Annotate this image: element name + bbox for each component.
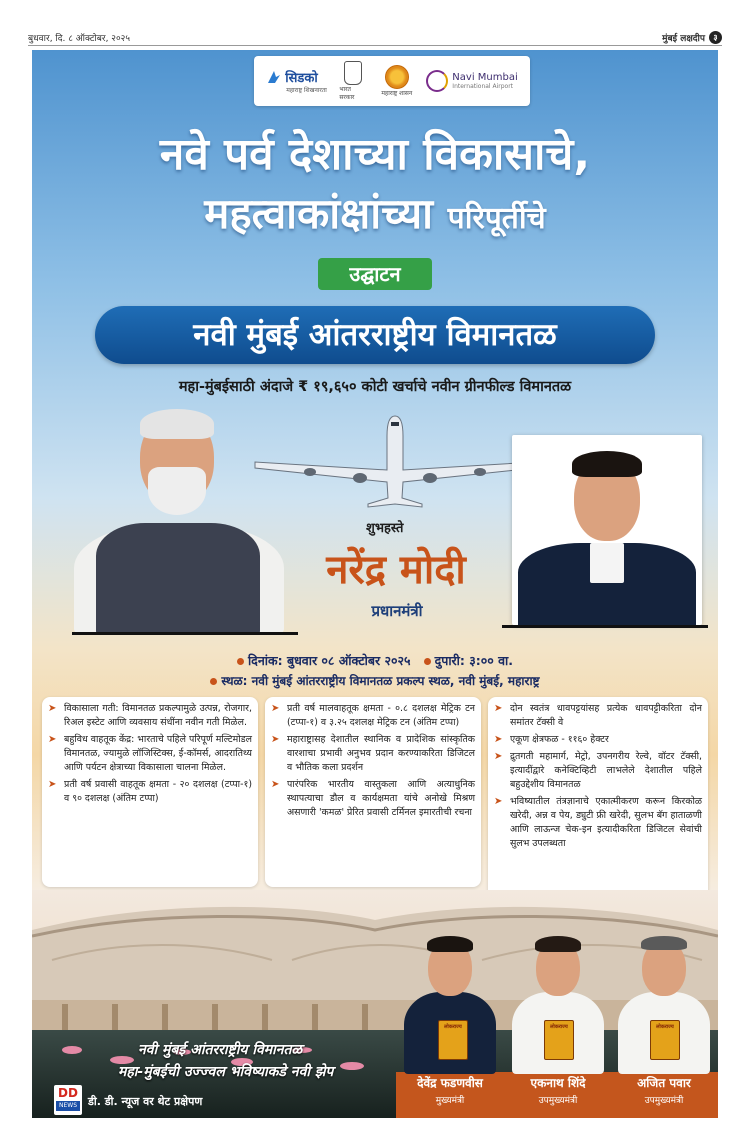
highlight-item: ➤ भविष्यातील तंत्रज्ञानाचे एकात्मीकरण करून किरकोळ खरेदी, अन्न व पेय, ड्युटी फ्री खरेदी, सुलभ बॅग हाताळणी आणि लाऊन्ज चेक-इन इत्यादीकरिता डिजिटल सेवांची सुलभ उपलब्धता bbox=[494, 796, 702, 849]
highlights-column-1 bbox=[42, 697, 258, 887]
broadcast-note: डी. डी. न्यूज वर थेट प्रक्षेपण bbox=[88, 1095, 203, 1108]
masthead-title: मुंबई लक्षदीप bbox=[662, 34, 705, 44]
arrow-icon: ➤ bbox=[494, 703, 503, 714]
leader-role: उपमुख्यमंत्री bbox=[538, 1096, 578, 1106]
highlight-item: ➤ एकूण क्षेत्रफळ - ११६० हेक्टर bbox=[494, 734, 609, 745]
state-seal bbox=[380, 65, 414, 97]
highlight-item: ➤ पारंपरिक भारतीय वास्तुकला आणि अत्याधुनिक स्थापत्याचा डौल व कार्यक्षमता यांचे अनोखे मिश्रण असणारी 'कमळ' प्रेरित प्रवासी टर्मिनल इमारतीची रचना bbox=[271, 779, 475, 818]
highlight-item: ➤ प्रती वर्ष मालवाहतूक क्षमता - ०.८ दशलक्ष मेट्रिक टन (टप्पा-१) व ३.२५ दशलक्ष मेट्रिक टन (अंतिम टप्पा) bbox=[271, 703, 475, 728]
seal-caption: महाराष्ट्र शासन bbox=[381, 90, 413, 97]
airport-title-banner: नवी मुंबई आंतरराष्ट्रीय विमानतळ bbox=[95, 306, 655, 364]
leaders-section bbox=[396, 936, 718, 1118]
newspaper-header bbox=[28, 30, 722, 46]
cidco-logo bbox=[266, 68, 327, 94]
highlights-column-3 bbox=[488, 697, 708, 902]
cm-portrait bbox=[512, 435, 702, 625]
leader-name: एकनाथ शिंदे bbox=[530, 1076, 586, 1090]
arrow-icon: ➤ bbox=[48, 734, 57, 745]
leader-card bbox=[398, 936, 502, 1118]
arrow-icon: ➤ bbox=[494, 751, 503, 762]
arrow-icon: ➤ bbox=[271, 734, 280, 745]
project-cost-subheading: महा-मुंबईसाठी अंदाजे ₹ १९,६५० कोटी खर्चाचे नवीन ग्रीनफील्ड विमानतळ bbox=[178, 379, 572, 395]
dd-logo-text: DD bbox=[58, 1086, 78, 1100]
national-emblem bbox=[339, 61, 367, 101]
highlight-item: ➤ द्रुतगती महामार्ग, मेट्रो, उपनगरीय रेल्वे, वॉटर टॅक्सी, इत्यादींद्वारे कनेक्टिव्हिटी लाभलेले देशातील पहिले बहुउद्देशीय विमानतळ bbox=[494, 751, 702, 790]
leader-card bbox=[506, 936, 610, 1118]
emblem-icon bbox=[344, 61, 362, 85]
pm-portrait bbox=[56, 405, 300, 635]
airport-brand-sub: International Airport bbox=[452, 83, 514, 90]
chief-guest-designation: प्रधानमंत्री bbox=[371, 602, 423, 620]
cidco-name: सिडको bbox=[285, 71, 318, 86]
event-date: दिनांक: बुधवार ०८ ऑक्टोबर २०२५ bbox=[247, 653, 411, 668]
tagline-line1: नवी मुंबई आंतरराष्ट्रीय विमानतळ bbox=[138, 1042, 303, 1058]
headline-line2-big: महत्वाकांक्षांच्या bbox=[204, 189, 434, 238]
cm-portrait-baseline bbox=[502, 625, 708, 628]
event-datetime bbox=[32, 652, 718, 669]
highlight-item: ➤ प्रती वर्ष प्रवासी वाहतूक क्षमता - २० दशलक्ष (टप्पा-१) व ९० दशलक्ष (अंतिम टप्पा) bbox=[48, 779, 252, 804]
masthead bbox=[662, 31, 722, 44]
emblem-caption: भारत सरकार bbox=[339, 86, 355, 101]
headline-line2-small: परिपूर्तीचे bbox=[447, 201, 546, 236]
dd-news-logo bbox=[54, 1085, 82, 1115]
cidco-tagline: महाराष्ट्र शिखनारता bbox=[286, 87, 327, 94]
highlight-item: ➤ बहुविध वाहतूक केंद्र: भारताचे पहिले परिपूर्ण मल्टिमोडल विमानतळ, ज्यामुळे लॉजिस्टिक्स, ई-कॉमर्स, आदरातिथ्य आणि पर्यटन क्षेत्राच्या विकासाला चालना मिळेल. bbox=[48, 734, 252, 773]
cidco-mark-icon bbox=[266, 69, 282, 85]
event-time: दुपारी: ३:०० वा. bbox=[434, 653, 514, 668]
chief-guest-name: नरेंद्र मोदी bbox=[326, 547, 466, 593]
magazine-icon: लोकराज्य bbox=[544, 1020, 574, 1060]
event-venue-line bbox=[32, 672, 718, 689]
leader-name: अजित पवार bbox=[637, 1076, 691, 1090]
magazine-icon: लोकराज्य bbox=[438, 1020, 468, 1060]
leader-card bbox=[612, 936, 716, 1118]
arrow-icon: ➤ bbox=[271, 779, 280, 790]
highlight-item: ➤ महाराष्ट्रासह देशातील स्थानिक व प्रादेशिक सांस्कृतिक वारशाचा प्रभावी अनुभव प्रदान करण्याकरिता डिजिटल व भौतिक कला प्रदर्शन bbox=[271, 734, 475, 773]
headline-line1: नवे पर्व देशाच्या विकासाचे, bbox=[159, 129, 591, 180]
arrow-icon: ➤ bbox=[271, 703, 280, 714]
airport-logo-icon bbox=[426, 70, 448, 92]
highlights-column-2 bbox=[265, 697, 481, 887]
highlight-item: ➤ विकासाला गती: विमानतळ प्रकल्पामुळे उत्पन्न, रोजगार, रिअल इस्टेट आणि व्यवसाय संधींना नवीन गती मिळेल. bbox=[48, 703, 252, 728]
arrow-icon: ➤ bbox=[48, 779, 57, 790]
arrow-icon: ➤ bbox=[48, 703, 57, 714]
arrow-icon: ➤ bbox=[494, 796, 503, 807]
chief-guest-intro: शुभहस्ते bbox=[366, 521, 404, 536]
leader-role: मुख्यमंत्री bbox=[435, 1096, 465, 1106]
arrow-icon: ➤ bbox=[494, 734, 503, 745]
highlight-item: ➤ दोन स्वतंत्र धावपट्टयांसह प्रत्येक धावपट्टीकरिता दोन समांतर टॅक्सी वे bbox=[494, 703, 702, 728]
navi-mumbai-airport-logo bbox=[426, 70, 517, 92]
logo-strip bbox=[254, 56, 530, 106]
seal-icon bbox=[385, 65, 409, 89]
dd-logo-sub: NEWS bbox=[56, 1101, 80, 1111]
tagline-line2: महा-मुंबईची उज्ज्वल भविष्याकडे नवी झेप bbox=[118, 1064, 334, 1080]
leader-name: देवेंद्र फडणवीस bbox=[417, 1076, 483, 1090]
magazine-icon: लोकराज्य bbox=[650, 1020, 680, 1060]
inauguration-badge: उद्घाटन bbox=[318, 258, 432, 290]
event-venue: स्थळ: नवी मुंबई आंतरराष्ट्रीय विमानतळ प्रकल्प स्थळ, नवी मुंबई, महाराष्ट्र bbox=[221, 674, 540, 688]
advertisement bbox=[32, 50, 718, 1118]
date-line: बुधवार, दि. ८ ऑक्टोबर, २०२५ bbox=[28, 34, 131, 44]
pm-portrait-baseline bbox=[72, 632, 298, 635]
leader-role: उपमुख्यमंत्री bbox=[644, 1096, 684, 1106]
page-number: ३ bbox=[709, 31, 722, 44]
airport-brand: Navi Mumbai bbox=[452, 72, 518, 83]
headline-line2 bbox=[32, 184, 718, 241]
